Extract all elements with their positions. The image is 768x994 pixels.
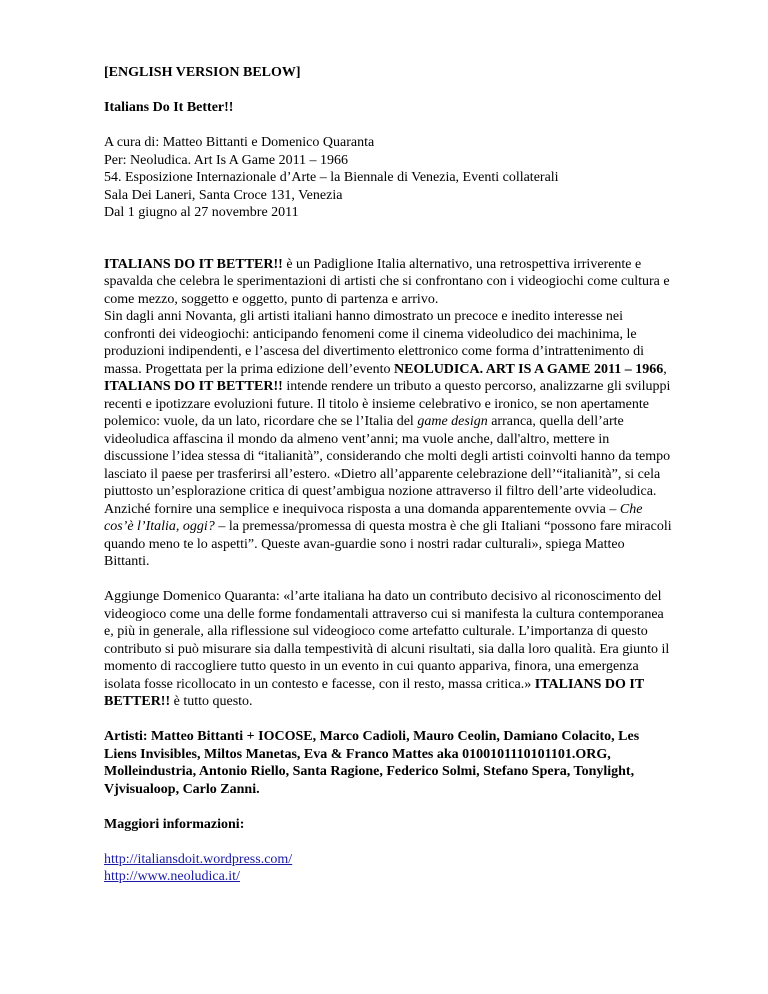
intro-comma: , <box>663 361 667 377</box>
dates-line: Dal 1 giugno al 27 novembre 2011 <box>104 205 299 220</box>
intro-event-name: NEOLUDICA. ART IS A GAME 2011 – 1966 <box>394 361 664 377</box>
links-list <box>104 851 672 886</box>
intro-text-5: – la premessa/promessa di questa mostra è che gli Italiani “possono fare miracoli quando meno te lo aspetti”. Queste avan-guardie sono i nostri radar culturali», spiega Matteo Bittanti. <box>104 519 672 569</box>
event-line: Per: Neoludica. Art Is A Game 2011 – 1966 <box>104 152 349 168</box>
quote-text: Aggiunge Domenico Quaranta: «l’arte italiana ha dato un contributo decisivo al riconoscimento del videogioco come una delle forme fondamentali attraverso cui si manifesta la cultura contemporanea e, più in generale, alla riflessione sul videogioco come artefatto culturale. L’importanza di questo contributo si può misurare sia dalla tempestività di alcuni risultati, sia dalla loro qualità. Era giunto il momento di raccogliere tutto questo in un evento in cui quanto appariva, finora, una emergenza isolata fosse ricollocato in un contesto e facesse, con il resto, massa critica.» <box>104 589 670 692</box>
link-italiansdoit[interactable]: http://italiansdoit.wordpress.com/ <box>104 851 293 867</box>
biennale-line: 54. Esposizione Internazionale d’Arte – la Biennale di Venezia, Eventi collaterali <box>104 170 559 185</box>
document-title: Italians Do It Better!! <box>104 100 234 115</box>
intro-title-ref: ITALIANS DO IT BETTER!! <box>104 379 283 394</box>
link-neoludica[interactable]: http://www.neoludica.it/ <box>104 869 240 884</box>
intro-lead-title: ITALIANS DO IT BETTER!! <box>104 256 283 272</box>
exhibition-info <box>104 134 672 222</box>
intro-question: Che cos’è l’Italia, oggi? <box>104 501 643 534</box>
intro-text-3: intende rendere un tributo a questo percorso, analizzarne gli sviluppi recenti e ipotizzare evoluzioni future. Il titolo è insieme celebrativo e ironico, se non apertamente polemico: vuole, da un lato, ricordare che se l’Italia del <box>104 379 671 429</box>
artists-list: Artisti: Matteo Bittanti + IOCOSE, Marco Cadioli, Mauro Ceolin, Damiano Colacito, Les Liens Invisibles, Miltos Manetas, Eva & Franco Mattes aka 0100101110101101.ORG, Molleindustria, Antonio Riello, Santa Ragione, Federico Solmi, Stefano Spera, Tonylight, Vjvisualoop, Carlo Zanni. <box>104 729 640 797</box>
quaranta-quote-paragraph <box>104 588 672 711</box>
intro-game-design: game design <box>417 414 488 429</box>
venue-line: Sala Dei Laneri, Santa Croce 131, Venezia <box>104 187 343 203</box>
curators-line: A cura di: Matteo Bittanti e Domenico Quaranta <box>104 135 375 150</box>
more-info-label: Maggiori informazioni: <box>104 816 245 832</box>
quote-tail: è tutto questo. <box>170 694 253 709</box>
intro-text-1: è un Padiglione Italia alternativo, una retrospettiva irriverente e spavalda che celebra le sperimentazioni di artisti che si confrontano con i videogiochi come cultura e come mezzo, soggetto e oggetto, punto di partenza e arrivo. <box>104 256 670 307</box>
quote-title-ref: ITALIANS DO IT BETTER!! <box>104 676 644 709</box>
intro-paragraph <box>104 256 672 571</box>
intro-text-2: Sin dagli anni Novanta, gli artisti italiani hanno dimostrato un precoce e inedito interesse nei confronti dei videogiochi: anticipando fenomeni come il cinema videoludico dei machinima, le produzioni indipendenti, e l’ascesa del divertimento elettronico come forma d’intrattenimento di massa. Progettata per la prima edizione dell’evento <box>104 309 644 377</box>
intro-text-4: arranca, quella dell’arte videoludica affascina il mondo da almeno vent’anni; ma vuole anche, dall'altro, mettere in discussione l’idea stessa di “italianità”, considerando che molti degli artisti coinvolti hanno da tempo lasciato il paese per trasferirsi all’estero. «Dietro all’apparente celebrazione dell’“italianità”, si cela piuttosto un’esplorazione critica di quest’ambigua nozione attraverso il filtro dell’arte videoludica. Anziché fornire una semplice e inequivoca risposta a una domanda apparentemente ovvia – <box>104 414 671 517</box>
english-version-note: [ENGLISH VERSION BELOW] <box>104 65 301 80</box>
